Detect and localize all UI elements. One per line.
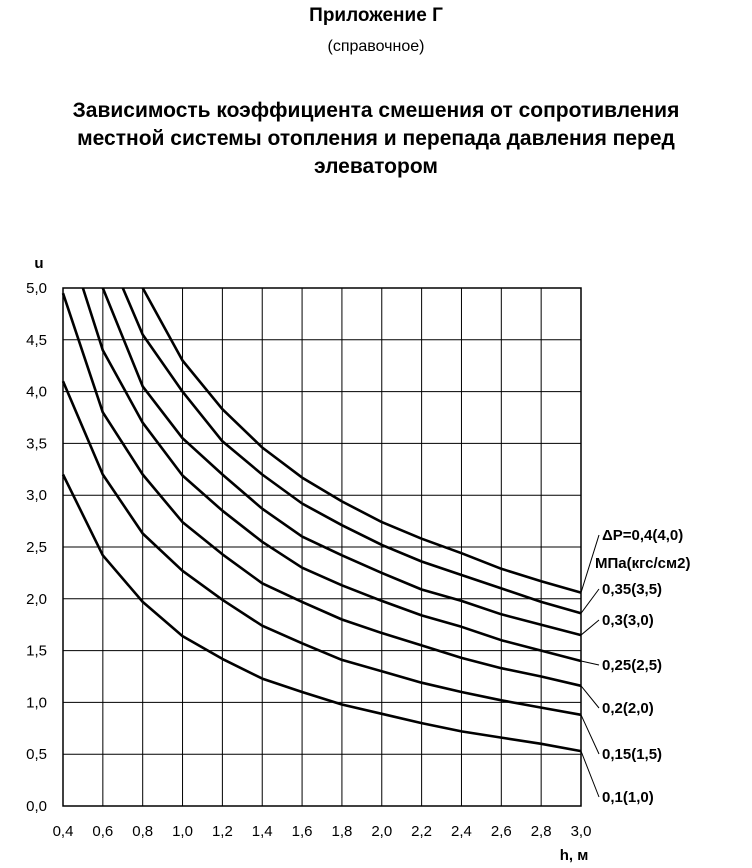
x-tick-label: 2,6: [490, 823, 512, 840]
x-tick-label: 2,4: [451, 823, 472, 840]
chart-axes: [26, 255, 591, 864]
series-line: [63, 475, 581, 752]
y-tick-label: 1,5: [26, 642, 47, 660]
chart-legend: [581, 527, 690, 806]
chart-title-line: Зависимость коэффициента смешения от сопротивления: [72, 99, 680, 122]
legend-leader-line: [581, 686, 599, 708]
x-tick-label: 1,8: [331, 823, 353, 840]
legend-label: 0,35(3,5): [602, 581, 663, 598]
legend-label: ΔP=0,4(4,0): [602, 527, 684, 544]
x-tick-label: 2,2: [411, 823, 433, 840]
x-tick-label: 1,6: [291, 823, 313, 840]
y-tick-label: 3,0: [26, 487, 47, 505]
y-tick-label: 2,0: [26, 590, 47, 608]
y-tick-label: 3,5: [26, 435, 47, 453]
y-tick-label: 4,0: [26, 383, 47, 401]
series-line: [83, 288, 581, 661]
chart-series: [63, 288, 581, 751]
chart-title-line: элеватором: [314, 155, 438, 178]
legend-label: 0,1(1,0): [602, 789, 654, 806]
series-line: [63, 381, 581, 715]
x-tick-label: 3,0: [570, 823, 592, 840]
legend-leader-line: [581, 620, 599, 635]
x-tick-label: 0,6: [92, 823, 114, 840]
y-tick-label: 0,5: [26, 746, 47, 764]
y-tick-label: 5,0: [26, 280, 47, 297]
legend-leader-line: [581, 589, 599, 613]
x-tick-label: 2,8: [530, 823, 552, 840]
series-line: [123, 288, 581, 613]
legend-label: 0,2(2,0): [602, 700, 654, 717]
legend-leader-line: [581, 715, 599, 754]
legend-label: 0,15(1,5): [602, 746, 663, 763]
x-tick-label: 1,0: [172, 823, 193, 840]
x-tick-label: 0,8: [132, 823, 154, 840]
y-tick-label: 1,0: [26, 694, 47, 712]
legend-label: 0,25(2,5): [602, 657, 663, 674]
y-tick-label: 4,5: [26, 331, 47, 349]
legend-leader-line: [581, 751, 599, 797]
x-tick-label: 2,0: [371, 823, 393, 840]
x-tick-label: 0,4: [52, 823, 74, 840]
x-tick-label: 1,4: [251, 823, 273, 840]
chart-title-line: местной системы отопления и перепада давления перед: [77, 127, 675, 150]
legend-units: МПа(кгс/см2): [595, 555, 691, 572]
x-tick-label: 1,2: [211, 823, 233, 840]
y-tick-label: 2,5: [26, 539, 47, 556]
appendix-subtitle: (справочное): [327, 38, 425, 55]
x-axis-label: h, м: [559, 847, 589, 864]
y-axis-label: u: [34, 255, 44, 272]
legend-label: 0,3(3,0): [602, 612, 654, 629]
y-tick-label: 0,0: [26, 798, 47, 815]
appendix-title: Приложение Г: [309, 5, 443, 26]
legend-leader-line: [581, 661, 599, 665]
